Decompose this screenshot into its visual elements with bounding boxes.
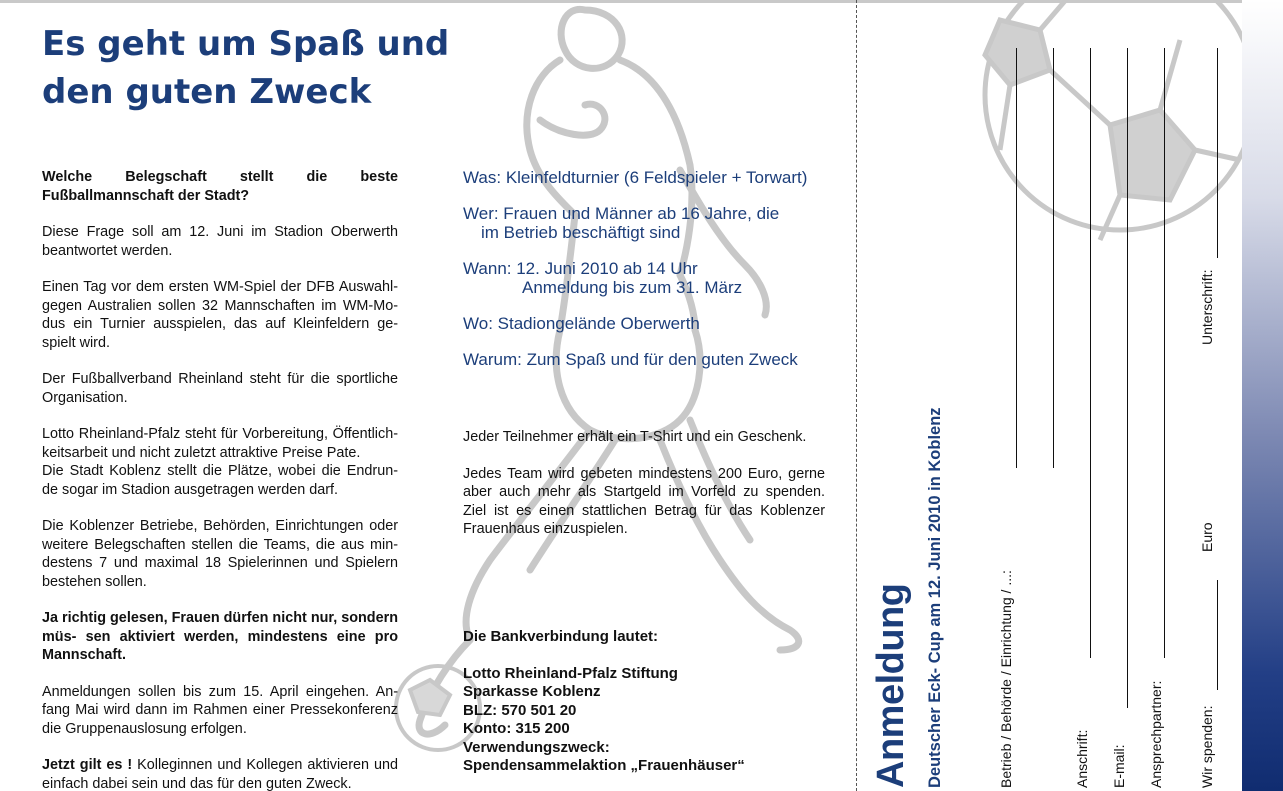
paragraph-8-rest: Kolleginnen und Kollegen aktivieren und einfach dabei sein und das für den guten Zweck.: [42, 757, 398, 791]
paragraph-1: Diese Frage soll am 12. Juni im Stadion Oberwerth beantwortet werden.: [42, 224, 398, 259]
field-line-spenden[interactable]: [1217, 580, 1218, 690]
field-label-anschrift: Anschrift:: [1074, 729, 1090, 788]
field-label-spenden: Wir spenden:: [1199, 705, 1215, 788]
form-subheading: Deutscher Eck- Cup am 12. Juni 2010 in Koblenz: [926, 407, 944, 788]
bank-line-3: BLZ: 570 501 20: [463, 701, 577, 719]
field-label-ansprechpartner: Ansprechpartner:: [1148, 680, 1164, 788]
paragraph-4b: Die Stadt Koblenz stellt die Plätze, wobei die Endrun- de sogar im Stadion ausgetragen werden darf.: [42, 463, 398, 498]
bank-line-4: Konto: 315 200: [463, 720, 570, 737]
fact-warum: Warum: Zum Spaß und für den guten Zweck: [463, 350, 798, 369]
bank-line-1: Lotto Rheinland-Pfalz Stiftung: [463, 664, 678, 682]
paragraph-7: Anmeldungen sollen bis zum 15. April eingehen. An- fang Mai wird dann im Rahmen einer Pressekonferenz die Gruppenauslosung erfolgen.: [42, 683, 398, 737]
cut-line: [856, 0, 857, 791]
field-line-unterschrift[interactable]: [1217, 48, 1218, 258]
participant-info: [463, 428, 825, 557]
fact-wann-line-2: Anmeldung bis zum 31. März: [522, 278, 743, 297]
bank-line-5: Verwendungszweck:: [463, 738, 610, 756]
info-paragraph-2: Jedes Team wird gebeten mindestens 200 Euro, gerne aber auch mehr als Startgeld im Vorfeld zu spenden. Ziel ist es einen stattlichen Betrag für das Koblenzer Frauenhaus einzuspielen.: [463, 465, 825, 537]
field-label-euro: Euro: [1199, 522, 1215, 552]
fact-wer: [463, 204, 843, 242]
paragraph-8-bold: Jetzt gilt es !: [42, 757, 133, 773]
field-line-anschrift[interactable]: [1090, 48, 1091, 658]
field-line-betrieb-2[interactable]: [1053, 48, 1054, 468]
bank-line-2: Sparkasse Koblenz: [463, 683, 601, 700]
field-line-betrieb-1[interactable]: [1016, 48, 1017, 468]
paragraph-8: [42, 756, 398, 791]
bank-details: [463, 628, 823, 776]
field-label-email: E-mail:: [1111, 744, 1127, 788]
fact-wann: [463, 259, 843, 297]
form-heading: Anmeldung: [870, 583, 912, 788]
fact-wer-line-1: Wer: Frauen und Männer ab 16 Jahre, die: [463, 204, 780, 223]
field-label-betrieb: Betrieb / Behörde / Einrichtung / ...:: [998, 570, 1014, 788]
paragraph-3: Der Fußballverband Rheinland steht für die sportliche Organisation.: [42, 371, 398, 406]
fact-wann-line-1: Wann: 12. Juni 2010 ab 14 Uhr: [463, 259, 698, 278]
field-label-unterschrift: Unterschrift:: [1199, 269, 1215, 345]
page-title: [42, 20, 462, 116]
paragraph-5: Die Koblenzer Betriebe, Behörden, Einrichtungen oder weitere Belegschaften stellen die Teams, die aus min- destens 7 und maximal 18 Spielerinnen und Spielern bestehen sollen.: [42, 518, 398, 590]
field-line-email[interactable]: [1127, 48, 1128, 708]
fact-wo: Wo: Stadiongelände Oberwerth: [463, 314, 700, 333]
paragraph-2: Einen Tag vor dem ersten WM-Spiel der DFB Auswahl- gegen Australien sollen 32 Mannschaften im WM-Mo- dus ein Turnier ausspielen, das auf Kleinfeldern ge- spielt wird.: [42, 279, 398, 351]
top-border: [0, 0, 1283, 3]
bank-line-6: Spendensammelaktion „Frauenhäuser“: [463, 757, 745, 774]
paragraph-6: Ja richtig gelesen, Frauen dürfen nicht nur, sondern müs- sen aktiviert werden, mindestens eine pro Mannschaft.: [42, 610, 398, 663]
paragraph-4: [42, 425, 398, 499]
title-line-2: den guten Zweck: [42, 72, 372, 112]
field-line-ansprechpartner[interactable]: [1164, 48, 1165, 658]
left-column-text: [42, 168, 398, 791]
fact-wer-line-2: im Betrieb beschäftigt sind: [481, 223, 681, 242]
side-gradient-bar: [1242, 0, 1283, 791]
fact-was: Was: Kleinfeldturnier (6 Feldspieler + Torwart): [463, 168, 808, 187]
paragraph-4a: Lotto Rheinland-Pfalz steht für Vorbereitung, Öffentlich- keitsarbeit und nicht zuletzt attraktive Preise Pate.: [42, 426, 398, 461]
bank-heading: Die Bankverbindung lautet:: [463, 628, 659, 645]
intro-question: Welche Belegschaft stellt die beste Fußballmannschaft der Stadt?: [42, 169, 398, 204]
info-paragraph-1: Jeder Teilnehmer erhält ein T-Shirt und ein Geschenk.: [463, 429, 807, 445]
event-facts: [463, 168, 843, 386]
title-line-1: Es geht um Spaß und: [42, 24, 450, 64]
